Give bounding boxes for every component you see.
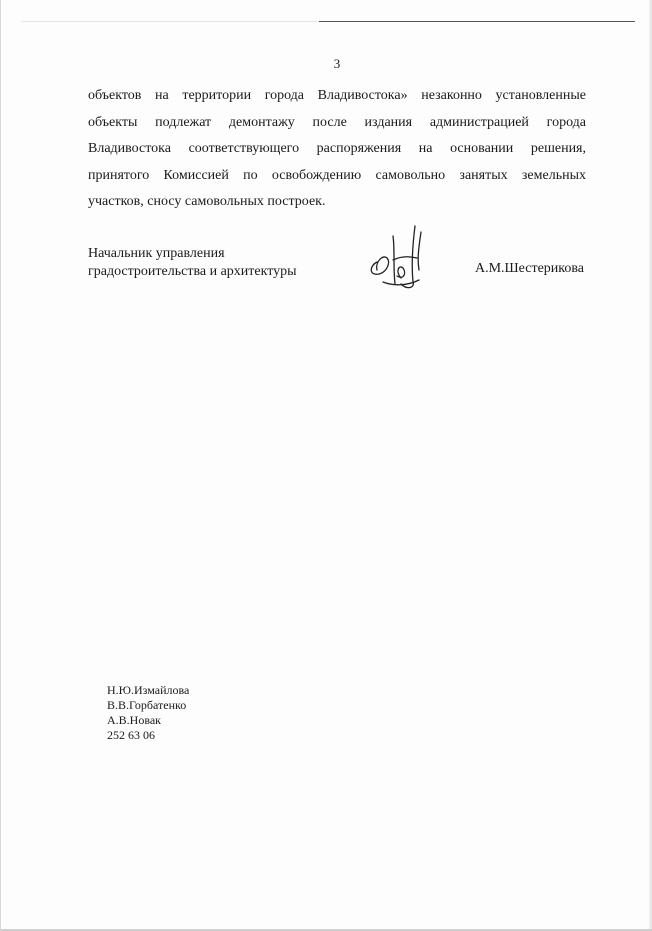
- executors-block: [107, 683, 189, 743]
- signer-position-line: градостроительства и архитектуры: [88, 264, 297, 279]
- handwritten-signature: [363, 222, 435, 294]
- body-line: объектов на территории города Владивостока» незаконно установленные: [88, 88, 586, 103]
- body-line: Владивостока соответствующего распоряжения на основании решения,: [88, 141, 586, 156]
- executor-name: В.В.Горбатенко: [107, 698, 187, 712]
- signer-position: [88, 245, 297, 281]
- body-line: участков, сносу самовольных построек.: [88, 194, 326, 209]
- body-paragraph: [88, 83, 586, 216]
- header-rule: [319, 21, 635, 22]
- page-number: 3: [333, 56, 341, 71]
- executor-name: А.В.Новак: [107, 713, 161, 727]
- body-line: принятого Комиссией по освобождению самовольно занятых земельных: [88, 167, 586, 183]
- signer-position-line: Начальник управления: [88, 246, 225, 261]
- signer-name: А.М.Шестерикова: [475, 261, 585, 276]
- body-line: объекты подлежат демонтажу после издания администрацией города: [88, 114, 586, 130]
- executor-name: Н.Ю.Измайлова: [107, 683, 190, 697]
- header-rule-faint: [21, 21, 319, 22]
- executor-phone: 252 63 06: [107, 728, 155, 742]
